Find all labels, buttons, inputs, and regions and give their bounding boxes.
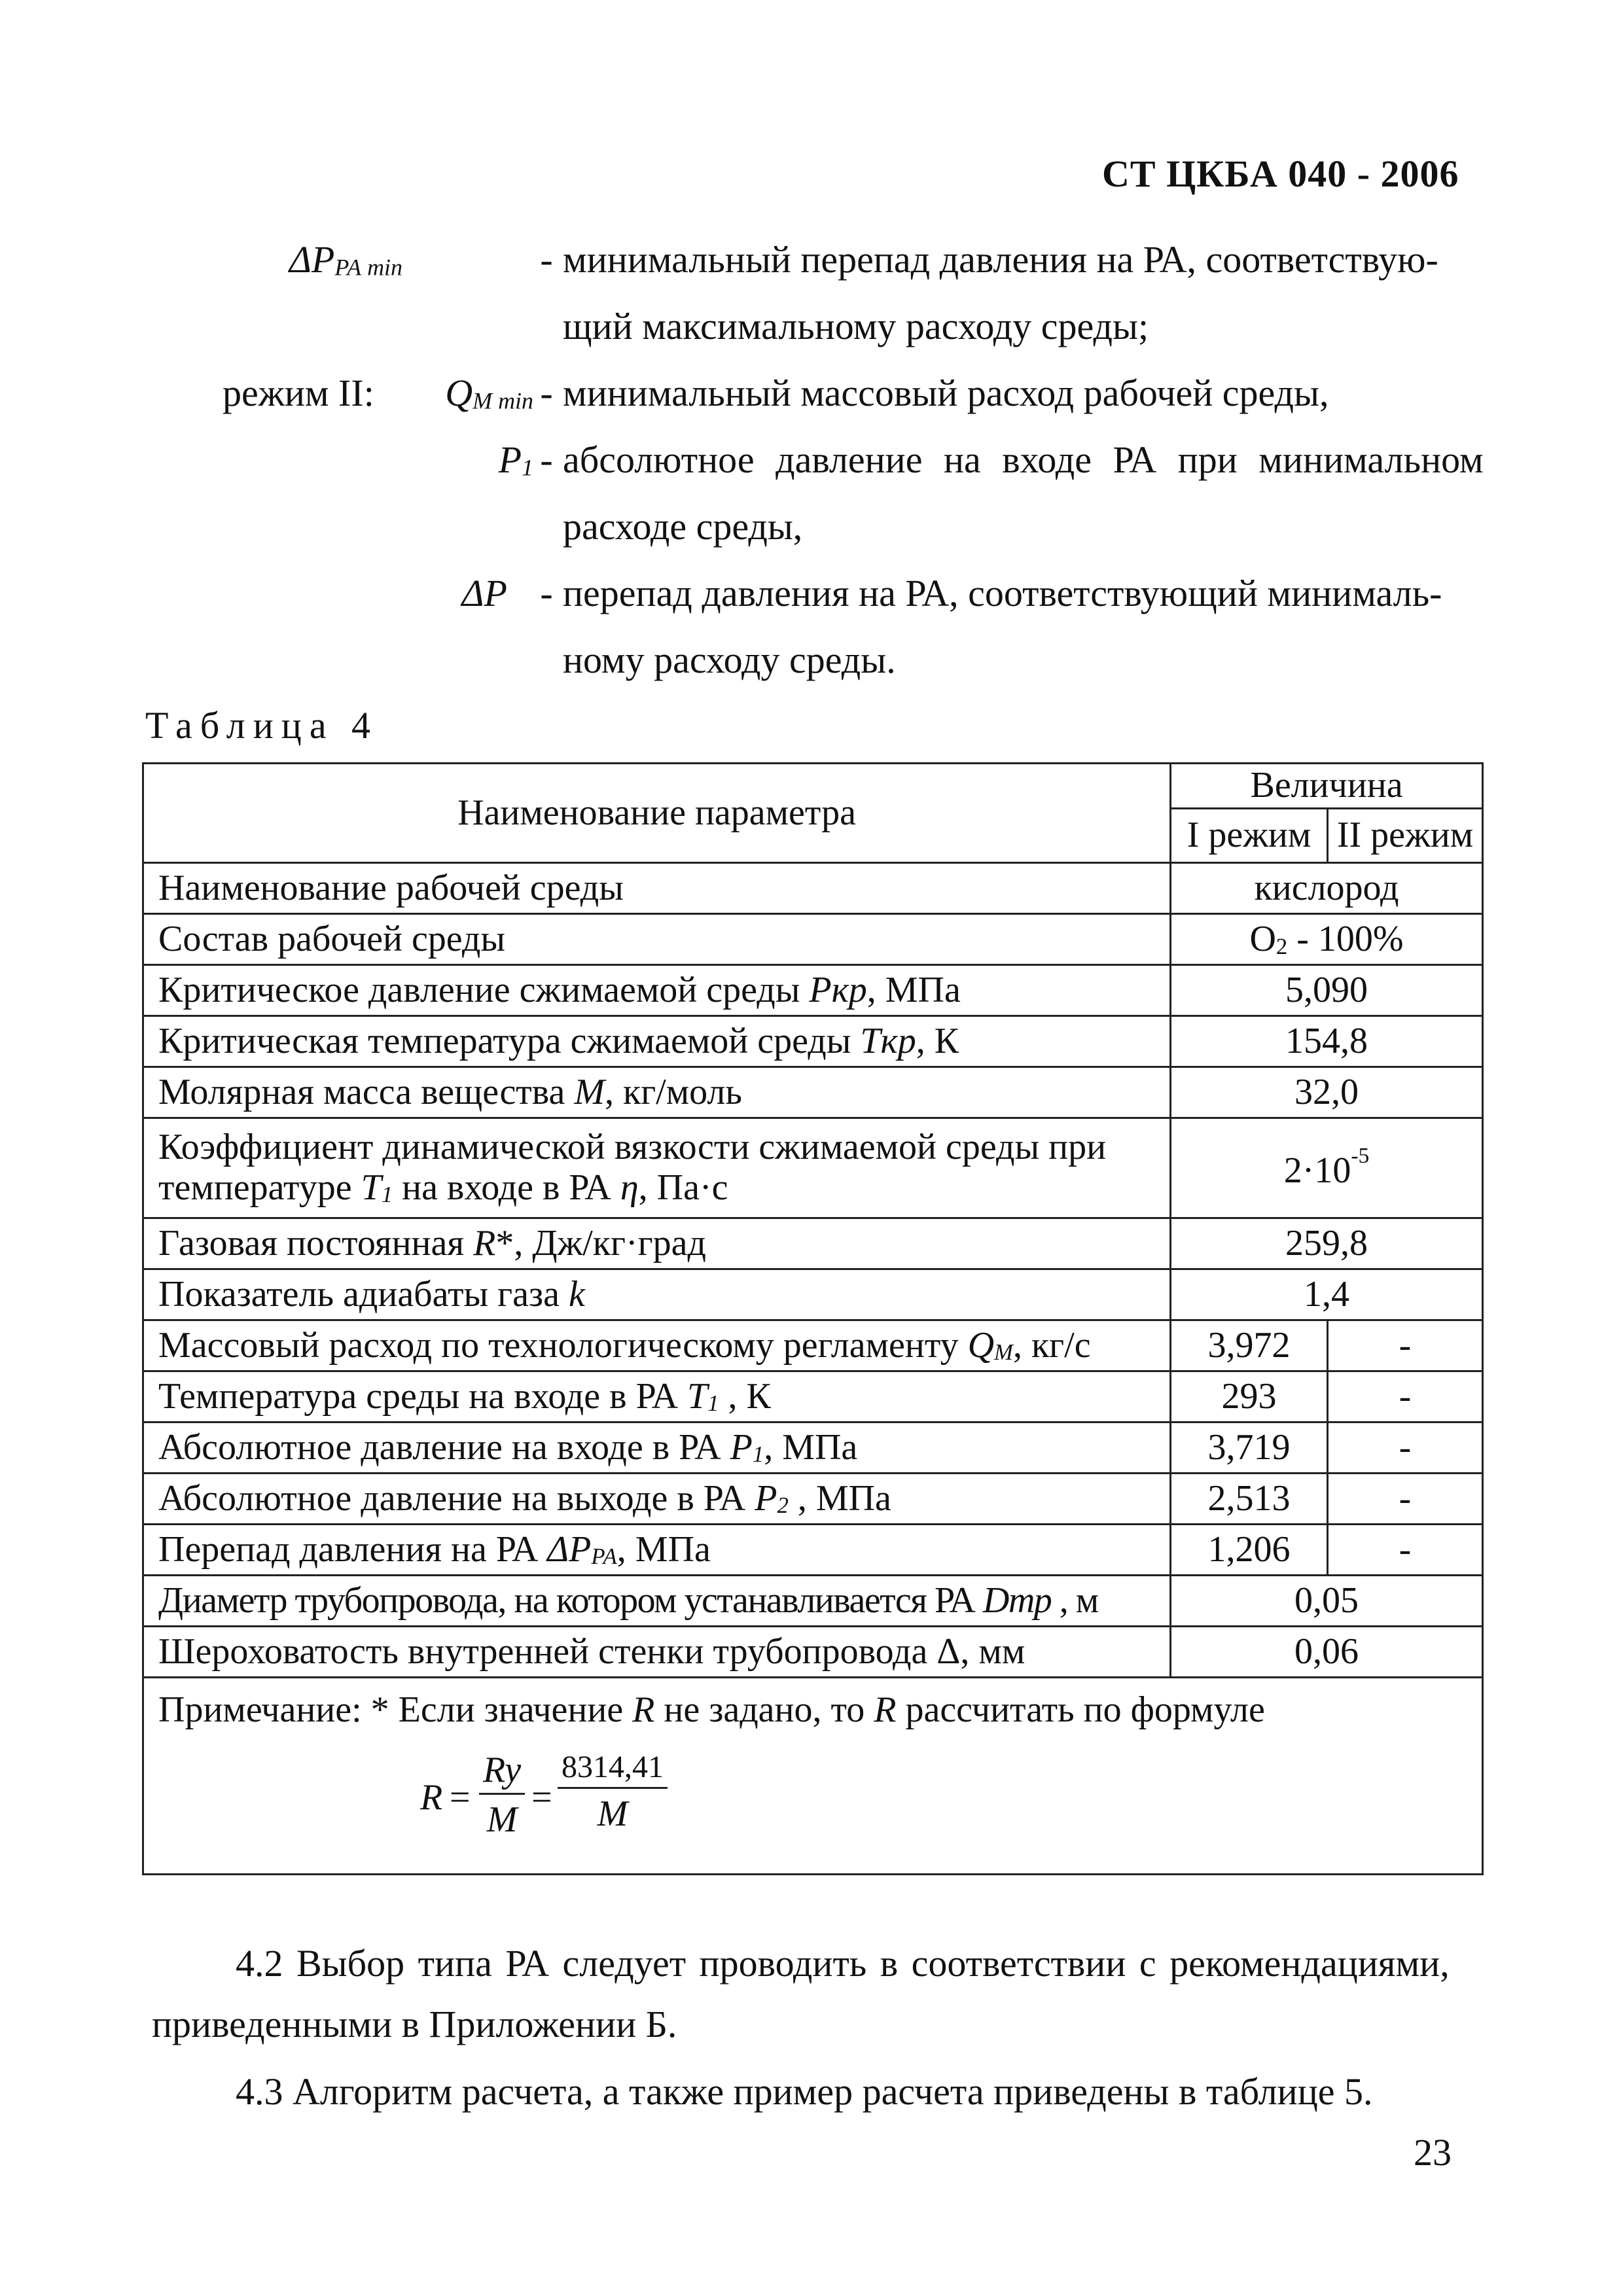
param-name: Абсолютное давление на выходе в РА P2 , МПа	[143, 1474, 1171, 1525]
formula-fraction-2: $\frac{8314,41}{M}$	[558, 1750, 668, 1835]
param-name: Показатель адиабаты газа k	[143, 1269, 1171, 1320]
table-row	[143, 1576, 1483, 1627]
param-name: Температура среды на входе в РА T1 , К	[143, 1371, 1171, 1422]
param-value: 5,090	[1171, 965, 1483, 1016]
param-name: Критическое давление сжимаемой среды Pкр, МПа	[143, 965, 1171, 1016]
definition-dash: -	[540, 238, 553, 281]
param-value: 32,0	[1171, 1067, 1483, 1118]
definition-symbol-dp: ΔP	[461, 572, 507, 614]
definition-dash: -	[540, 438, 553, 481]
param-value-mode-1: 1,206	[1171, 1525, 1328, 1576]
formula-eq: =	[531, 1776, 552, 1818]
definition-text: ному расходу среды.	[563, 639, 896, 681]
param-value-mode-1: 2,513	[1171, 1474, 1328, 1525]
param-value: кислород	[1171, 863, 1483, 914]
table-row	[143, 1016, 1483, 1067]
table-note	[143, 1678, 1483, 1875]
table-row	[143, 914, 1483, 965]
param-value-mode-2: -	[1328, 1525, 1483, 1576]
param-value: 1,4	[1171, 1269, 1483, 1320]
page-number: 23	[1414, 2131, 1452, 2174]
param-value: 259,8	[1171, 1218, 1483, 1269]
param-name: Шероховатость внутренней стенки трубопровода Δ, мм	[143, 1627, 1171, 1678]
definition-dash: -	[540, 572, 553, 614]
param-value: $2\cdot 10^{-5}$	[1171, 1118, 1483, 1218]
param-value: O2 - 100%	[1171, 914, 1483, 965]
formula-fraction-1: $\frac{Ry}{M}$	[479, 1750, 525, 1841]
definition-text: минимальный перепад давления на РА, соответствую-	[563, 238, 1438, 281]
header-mode-1: I режим	[1171, 809, 1328, 863]
definition-text: расходе среды,	[563, 505, 803, 548]
table-row	[143, 1269, 1483, 1320]
parameters-table	[142, 762, 1484, 1875]
param-value-mode-2: -	[1328, 1474, 1483, 1525]
table-row	[143, 1371, 1483, 1422]
paragraph-4-2: 4.2 Выбор типа РА следует проводить в соответствии с рекомендациями,	[236, 1942, 1450, 1985]
header-mode-2: II режим	[1328, 809, 1483, 863]
param-value: 0,05	[1171, 1576, 1483, 1627]
param-name: Массовый расход по технологическому регламенту QМ, кг/с	[143, 1320, 1171, 1371]
gas-constant-formula	[158, 1750, 1467, 1868]
definition-text: щий максимальному расходу среды;	[563, 305, 1149, 347]
definition-dash: -	[540, 372, 553, 414]
definition-text: минимальный массовый расход рабочей среды,	[563, 372, 1329, 414]
param-name: Диаметр трубопровода, на котором устанавливается РА Dтр , м	[143, 1576, 1171, 1627]
header-param-name: Наименование параметра	[143, 764, 1171, 863]
table-row	[143, 1627, 1483, 1678]
param-name: Абсолютное давление на входе в РА P1, МПа	[143, 1422, 1171, 1474]
paragraph-4-3: 4.3 Алгоритм расчета, а также пример расчета приведены в таблице 5.	[236, 2070, 1373, 2113]
table-row	[143, 863, 1483, 914]
definition-symbol-qm-min: QМ min	[445, 372, 533, 414]
param-name: Перепад давления на РА ΔPРА, МПа	[143, 1525, 1171, 1576]
table-row	[143, 1218, 1483, 1269]
param-value: 154,8	[1171, 1016, 1483, 1067]
definition-text: перепад давления на РА, соответствующий минималь-	[563, 572, 1442, 614]
param-value-mode-1: 3,719	[1171, 1422, 1328, 1474]
table-row	[143, 1422, 1483, 1474]
param-name: Состав рабочей среды	[143, 914, 1171, 965]
param-value-mode-1: 3,972	[1171, 1320, 1328, 1371]
param-value-mode-2: -	[1328, 1371, 1483, 1422]
header-value: Величина	[1171, 764, 1483, 809]
param-name: Коэффициент динамической вязкости сжимаемой среды при температуре T1 на входе в РА η, Па·с	[143, 1118, 1171, 1218]
paragraph-4-2-continued: приведенными в Приложении Б.	[152, 2003, 677, 2045]
param-value: 0,06	[1171, 1627, 1483, 1678]
table-row	[143, 1525, 1483, 1576]
definition-symbol-dp-pa-min: ΔPРА min	[289, 238, 402, 281]
table-row	[143, 1320, 1483, 1371]
formula-eq: =	[450, 1776, 471, 1818]
table-row	[143, 1118, 1483, 1218]
definition-text: абсолютное давление на входе РА при минимальном	[563, 438, 1484, 481]
table-title: Таблица 4	[145, 704, 379, 747]
param-value-mode-2: -	[1328, 1422, 1483, 1474]
mode-label: режим II:	[223, 372, 374, 414]
param-name: Молярная масса вещества M, кг/моль	[143, 1067, 1171, 1118]
param-name: Критическая температура сжимаемой среды Tкр, К	[143, 1016, 1171, 1067]
formula-lhs: R	[420, 1776, 443, 1818]
table-row	[143, 1474, 1483, 1525]
note-text: Примечание: * Если значение R не задано, то R рассчитать по формуле	[158, 1689, 1265, 1730]
table-row	[143, 965, 1483, 1016]
document-code: СТ ЦКБА 040 - 2006	[1102, 152, 1459, 195]
table-note-row	[143, 1678, 1483, 1875]
param-value-mode-2: -	[1328, 1320, 1483, 1371]
param-name: Газовая постоянная R*, Дж/кг·град	[143, 1218, 1171, 1269]
param-value-mode-1: 293	[1171, 1371, 1328, 1422]
param-name: Наименование рабочей среды	[143, 863, 1171, 914]
definition-symbol-p1: P1	[498, 438, 533, 481]
table-row	[143, 1067, 1483, 1118]
